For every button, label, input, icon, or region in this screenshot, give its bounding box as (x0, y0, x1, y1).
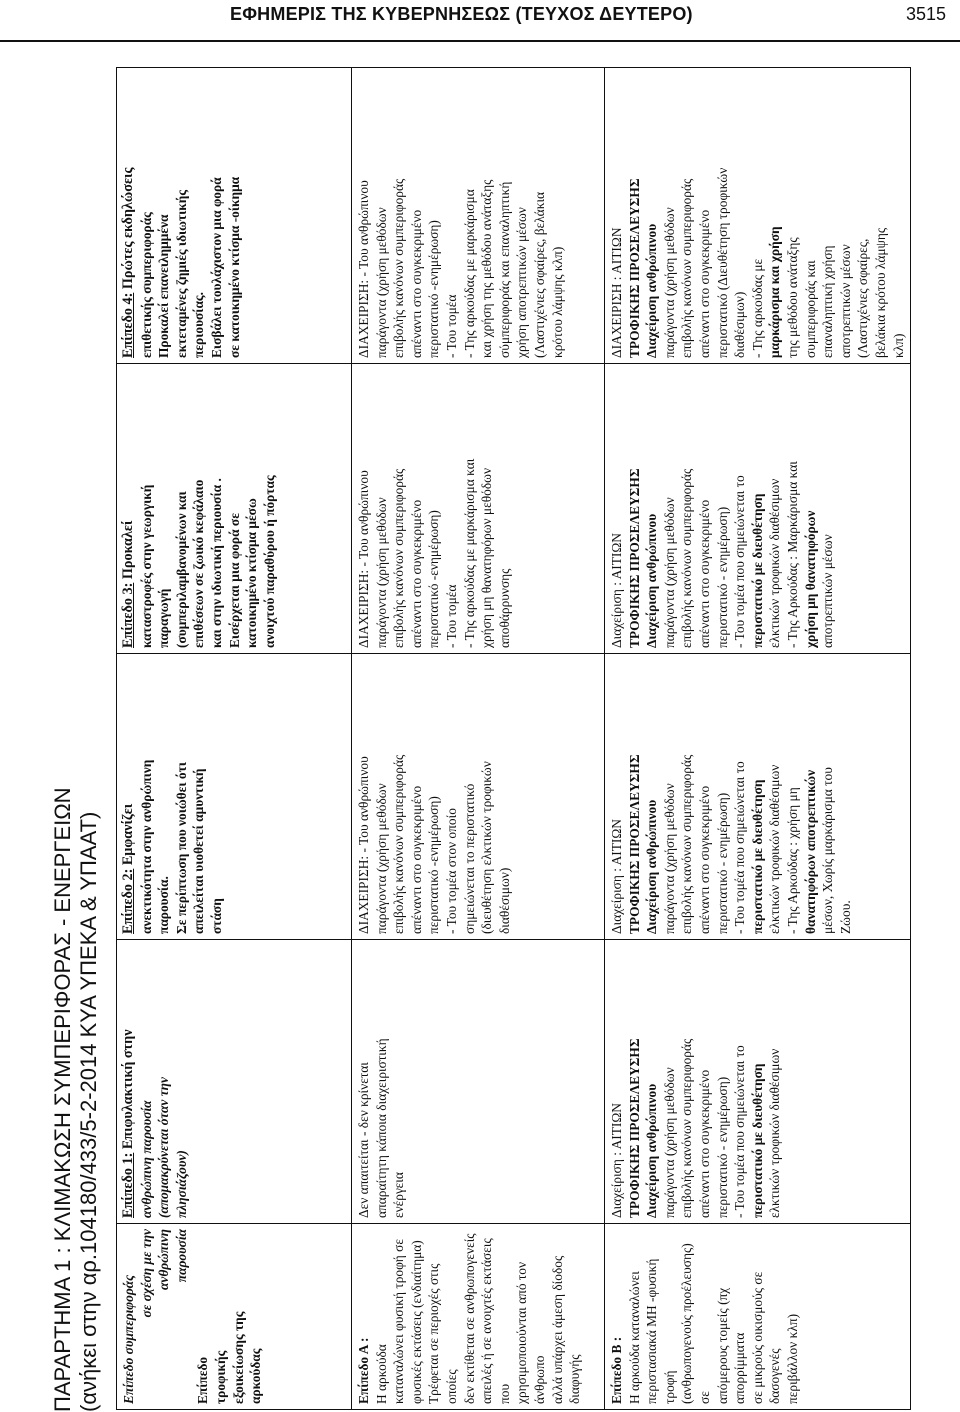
text-line: - Της Αρκούδας : Μαρκάρισμα και (784, 461, 800, 648)
text-line: κλπ) (890, 333, 906, 358)
text-line: καταστροφές στην γεωργική (138, 484, 154, 648)
text-line: περιστατικό με διευθέτηση (749, 1063, 765, 1218)
text-line: κατοικημένο κτίσμα μέσω (244, 498, 260, 648)
level-b-title: Επίπεδο Β : (609, 1336, 624, 1404)
table-row-level-b (605, 68, 911, 1410)
text-line: Σε περίπτωση που νοιώθει ότι (173, 762, 189, 934)
text-line: Επίπεδο (195, 1356, 211, 1404)
text-line: (διευθέτηση ελκτικών τροφικών (479, 761, 495, 934)
text-line: στάση (208, 898, 224, 934)
text-line: επιβολής κανόνων συμπεριφοράς (391, 754, 407, 934)
text-line: βελάκια κρότου λάμψης (872, 227, 888, 358)
text-line: Δεν απαιτείται - δεν κρίνεται (356, 1062, 371, 1218)
text-line: αποτρεπτικών μέσων (837, 244, 853, 358)
corner-feeding-label (194, 1229, 264, 1404)
text-line: παράγοντα (χρήση μεθόδων (661, 783, 677, 934)
text-line: και στην ιδιωτική περιουσία . (208, 478, 224, 648)
text-line: μαρκάρισμα και χρήση (767, 226, 783, 358)
text-line: περιστατικό -ενημέρωση) (426, 796, 442, 934)
page-header (0, 0, 960, 44)
text-line: - Του τομέα που σημειώνεται το (732, 1045, 748, 1218)
text-line: εξοικείωσης της (230, 1311, 246, 1404)
text-line: χρησιμοποιούνται από τον άνθρωπο (514, 1261, 547, 1404)
table-header-row (117, 68, 352, 1410)
text-line: σε μικρούς οικισμούς σε δασογενές (749, 1271, 783, 1404)
level4-lead: Πρώτες εκδηλώσεις (120, 167, 136, 290)
text-line: αρκούδας (248, 1348, 264, 1404)
text-line: διαθέσιμων) (732, 291, 748, 358)
text-line: παράγοντα (χρήση μεθόδων (661, 1067, 677, 1218)
running-head: ΕΦΗΜΕΡΙΣ ΤΗΣ ΚΥΒΕΡΝΗΣΕΩΣ (ΤΕΥΧΟΣ ΔΕΥΤΕΡΟ) (230, 4, 693, 24)
text-line: περιστατικό με διευθέτηση (749, 779, 765, 934)
text-line: χρήση μη θανατηφόρων μεθόδων (479, 467, 495, 648)
level4-title: Επίπεδο 4: (120, 292, 136, 358)
text-line: απόμερους τομείς (πχ απορρίμματα (714, 1287, 748, 1404)
text-line: απέναντι στο συγκεκριμένο (408, 785, 424, 934)
text-line: μέσων, Χωρίς μαρκάρισμα του (820, 767, 836, 934)
level-a-description (373, 1229, 584, 1404)
corner-behaviour-label (120, 1229, 190, 1404)
text-line: Ζώου. (837, 900, 853, 934)
text-line: ανεκτικότητα στην ανθρώπινη (138, 759, 154, 934)
text-line: - Της αρκούδας με μαρκάρισμα (461, 189, 477, 358)
text-line: επαναληπτική χρήση (820, 245, 836, 358)
level2-text (138, 659, 226, 934)
level4-text (138, 73, 244, 358)
text-line: παράγοντα (χρήση μεθόδων (373, 497, 389, 648)
text-line: Διαχείριση ανθρώπινου (644, 223, 660, 358)
text-line: (Λαστιχένιες σφαίρες, (855, 238, 871, 358)
cell-b3 (605, 364, 911, 654)
text-line: θανατηφόρων αποτρεπτικών (802, 769, 818, 934)
text-line: ανοιχτού παραθύρου ή πόρτας (261, 475, 277, 648)
text-line: (συμπεριλαμβανομένων και (173, 491, 189, 648)
page-number: 3515 (905, 4, 946, 24)
text-line: επιβολής κανόνων συμπεριφοράς (679, 468, 695, 648)
text-line: επιθετικής συμπεριφοράς (138, 212, 154, 358)
text-line: παράγοντα (χρήση μεθόδων (661, 497, 677, 648)
text-line: Προκαλεί επανειλημμένα (156, 214, 172, 358)
text-line: απειλές ή σε ανοιχτές εκτάσεις που (479, 1238, 512, 1404)
level-a-title: Επίπεδο Α : (356, 1337, 371, 1404)
rotated-annex (0, 52, 960, 1412)
text-line: ενέργεια (391, 1172, 407, 1218)
level-a-label-cell (352, 1224, 605, 1410)
text-line: της μεθόδου ανάταξης (784, 237, 800, 358)
cell-b4 (605, 68, 911, 364)
corner-cell (117, 1224, 352, 1410)
text-line: παρουσία (173, 1229, 189, 1283)
text-line: παράγοντα (χρήση μεθόδων (661, 207, 677, 358)
cell-b1 (605, 940, 911, 1224)
text-line: Διαχείριση ανθρώπινου (644, 1083, 660, 1218)
level2-cell (117, 654, 352, 940)
text-line: ΔΙΑΧΕΙΡΙΣΗ : ΑΙΤΙΩΝ (609, 227, 624, 358)
text-line: ΤΡΟΦΙΚΗΣ ΠΡΟΣΕΛΕΥΣΗΣ (626, 178, 642, 358)
text-line: ελκτικών τροφικών διαθέσιμων (767, 764, 783, 934)
text-line: (ανθρωπογενούς προέλευσης) σε (679, 1243, 712, 1404)
text-line: - Του τομέα που σημειώνεται το (732, 761, 748, 934)
text-line: περιστατικό - ενημέρωση) (714, 506, 730, 648)
text-line: Διαχείριση : ΑΙΤΙΩΝ (609, 533, 624, 648)
level3-cell (117, 364, 352, 654)
text-line: ΤΡΟΦΙΚΗΣ ΠΡΟΣΕΛΕΥΣΗΣ (626, 468, 642, 648)
text-line: ΔΙΑΧΕΙΡΙΣΗ: - Του ανθρώπινου (356, 180, 371, 358)
level4-cell (117, 68, 352, 364)
text-line: (απομακρύνεται όταν την (156, 1077, 172, 1218)
text-line: - Του τομέα που σημειώνεται το (732, 475, 748, 648)
text-line: παράγοντα (χρήση μεθόδων (373, 783, 389, 934)
text-line: περιστατικό -ενημέρωση) (426, 510, 442, 648)
text-line: και χρήση της μεθόδου ανάταξης (479, 179, 495, 358)
text-line: παρουσία. (156, 876, 172, 934)
text-line: αλλά υπάρχει άμεση δίοδος (549, 1255, 565, 1404)
table-row-level-a (352, 68, 605, 1410)
text-line: παράγοντα (χρήση μεθόδων (373, 207, 389, 358)
text-line: σε σχέση με την (138, 1229, 154, 1318)
text-line: Διαχείριση ανθρώπινου (644, 799, 660, 934)
level3-lead: Προκαλεί (120, 520, 136, 580)
text-line: επιβολής κανόνων συμπεριφοράς (679, 754, 695, 934)
text-line: επιβολής κανόνων συμπεριφοράς (391, 468, 407, 648)
cell-a4 (352, 68, 605, 364)
text-line: απέναντι στο συγκεκριμένο (696, 1069, 712, 1218)
text-line: χρήση μη θανατηφόρων (802, 510, 818, 648)
text-line: αποτρεπτικών μέσων (820, 534, 836, 648)
header-rule (0, 40, 960, 42)
text-line: περιστασιακά ΜΗ -φυσική τροφή (644, 1258, 677, 1404)
text-line: περιστατικό με διευθέτηση (749, 493, 765, 648)
text-line: διαθέσιμων) (496, 867, 512, 934)
text-line: περιστατικό - ενημέρωση) (714, 792, 730, 934)
text-line: ελκτικών τροφικών διαθέσιμων (767, 478, 783, 648)
text-line: Διαχείριση ανθρώπινου (644, 513, 660, 648)
cell-b2 (605, 654, 911, 940)
text-line: ΔΙΑΧΕΙΡΙΣΗ: - Του ανθρώπινου (356, 470, 371, 648)
text-line: Τρέφεται σε περιοχές στις οποίες (426, 1263, 459, 1404)
text-line: σε κατοικημένο κτίσμα -οίκημα (226, 176, 242, 358)
text-line: αποθάρρυνσης (496, 568, 512, 648)
text-line: Εισέρχεται μια φορά σε (226, 513, 242, 648)
text-line: περιστατικό - ενημέρωση) (714, 1076, 730, 1218)
text-line: απέναντι στο συγκεκριμένο (696, 499, 712, 648)
level1-text (138, 945, 191, 1218)
text-line: επιβολής κανόνων συμπεριφοράς (679, 1038, 695, 1218)
text-line: επιθέσεων σε ζωικό κεφάλαιο (191, 479, 207, 648)
text-line: - Του τομέα στον οποίο (443, 808, 459, 934)
text-line: - Του τομέα (443, 294, 459, 358)
annex-subtitle: (ανήκει στην αρ.104180/433/5-2-2014 ΚΥΑ ΥΠΕΚΑ & ΥΠΑΑΤ) (76, 811, 101, 1412)
text-line: ΤΡΟΦΙΚΗΣ ΠΡΟΣΕΛΕΥΣΗΣ (626, 1038, 642, 1218)
text-line: - Της αρκούδας με (749, 258, 765, 358)
text-line: Η αρκούδα καταναλώνει (626, 1271, 642, 1404)
text-line: απέναντι στο συγκεκριμένο (696, 209, 712, 358)
text-line: - Της Αρκούδας : χρήση μη (784, 787, 800, 934)
text-line: Διαχείριση : ΑΙΤΙΩΝ (609, 819, 624, 934)
level2-lead: Εμφανίζει (120, 803, 136, 866)
text-line: ελκτικών τροφικών διαθέσιμων (767, 1048, 783, 1218)
level3-title: Επίπεδο 3: (120, 582, 136, 648)
text-line: σημειώνεται το περιστατικό (461, 783, 477, 934)
text-line: δεν εκτίθεται σε ανθρωπογενείς (461, 1233, 477, 1404)
level1-cell (117, 940, 352, 1224)
text-line: επιβολής κανόνων συμπεριφοράς (679, 178, 695, 358)
text-line: απαραίτητη κάποια διαχειριστική (373, 1038, 389, 1218)
text-line: εκτεταμένες ζημιές ιδιωτικής (173, 190, 189, 358)
text-line: παραγωγή (156, 588, 172, 648)
annex-title: ΠΑΡΑΡΤΗΜΑ 1 : ΚΛΙΜΑΚΩΣΗ ΣΥΜΠΕΡΙΦΟΡΑΣ - ΕΝΕΡΓΕΙΩΝ (50, 787, 75, 1412)
text-line: επιβολής κανόνων συμπεριφοράς (391, 178, 407, 358)
text-line: περιστατικό -ενημέρωση) (426, 220, 442, 358)
text-line: διαφυγής (567, 1354, 583, 1404)
text-line: πλησιάζουν) (173, 1150, 189, 1218)
text-line: ανθρώπινη παρουσία (138, 1100, 154, 1218)
cell-a2 (352, 654, 605, 940)
text-line: συμπεριφοράς και (802, 260, 818, 358)
text-line: χρήση αποτρεπτικών μέσων (514, 207, 530, 358)
text-line: - Της αρκούδας με μαρκάρισμα και (461, 458, 477, 648)
text-line: Η αρκούδα (373, 1344, 389, 1404)
text-line: Επίπεδο συμπεριφοράς (121, 1274, 136, 1404)
level-b-label-cell (605, 1224, 911, 1410)
text-line: περιβάλλον κλπ) (784, 1313, 800, 1404)
text-line: ΔΙΑΧΕΙΡΙΣΗ: - Του ανθρώπινου (356, 756, 371, 934)
cell-a1 (352, 940, 605, 1224)
text-line: απέναντι στο συγκεκριμένο (408, 499, 424, 648)
text-line: απέναντι στο συγκεκριμένο (696, 785, 712, 934)
text-line: περιστατικό (Διευθέτηση τροφικών (714, 167, 730, 358)
level3-text (138, 369, 279, 648)
level2-title: Επίπεδο 2: (120, 868, 136, 934)
text-line: (Λαστιχένιες σφαίρες, βελάκια (531, 191, 547, 358)
text-line: περιουσίας. (191, 292, 207, 358)
annex-heading (50, 52, 102, 1412)
text-line: απέναντι στο συγκεκριμένο (408, 209, 424, 358)
text-line: σύμπεριφοράς και επαναληπτική (496, 181, 512, 358)
text-line: κρότου λάμψης κλπ) (549, 246, 565, 358)
level1-lead: Επιφυλακτική στην (120, 1029, 136, 1150)
text-line: ΤΡΟΦΙΚΗΣ ΠΡΟΣΕΛΕΥΣΗΣ (626, 754, 642, 934)
level1-title: Επίπεδο 1: (120, 1152, 136, 1218)
behaviour-table (116, 67, 911, 1410)
text-line: Εισβάλει τουλάχιστον μια φορά (208, 177, 224, 358)
text-line: απειλείται υιοθετεί αμυντική (191, 768, 207, 934)
text-line: - Του τομέα (443, 584, 459, 648)
level-b-description (626, 1229, 802, 1404)
cell-a3 (352, 364, 605, 654)
text-line: τροφικής (212, 1350, 228, 1404)
text-line: καταναλώνει φυσική τροφή σε (391, 1238, 407, 1404)
text-line: Διαχείριση : ΑΙΤΙΩΝ (609, 1103, 624, 1218)
text-line: ανθρώπινη (156, 1229, 172, 1291)
text-line: φυσικές εκτάσεις (ενδιαίτημα) (408, 1240, 424, 1404)
